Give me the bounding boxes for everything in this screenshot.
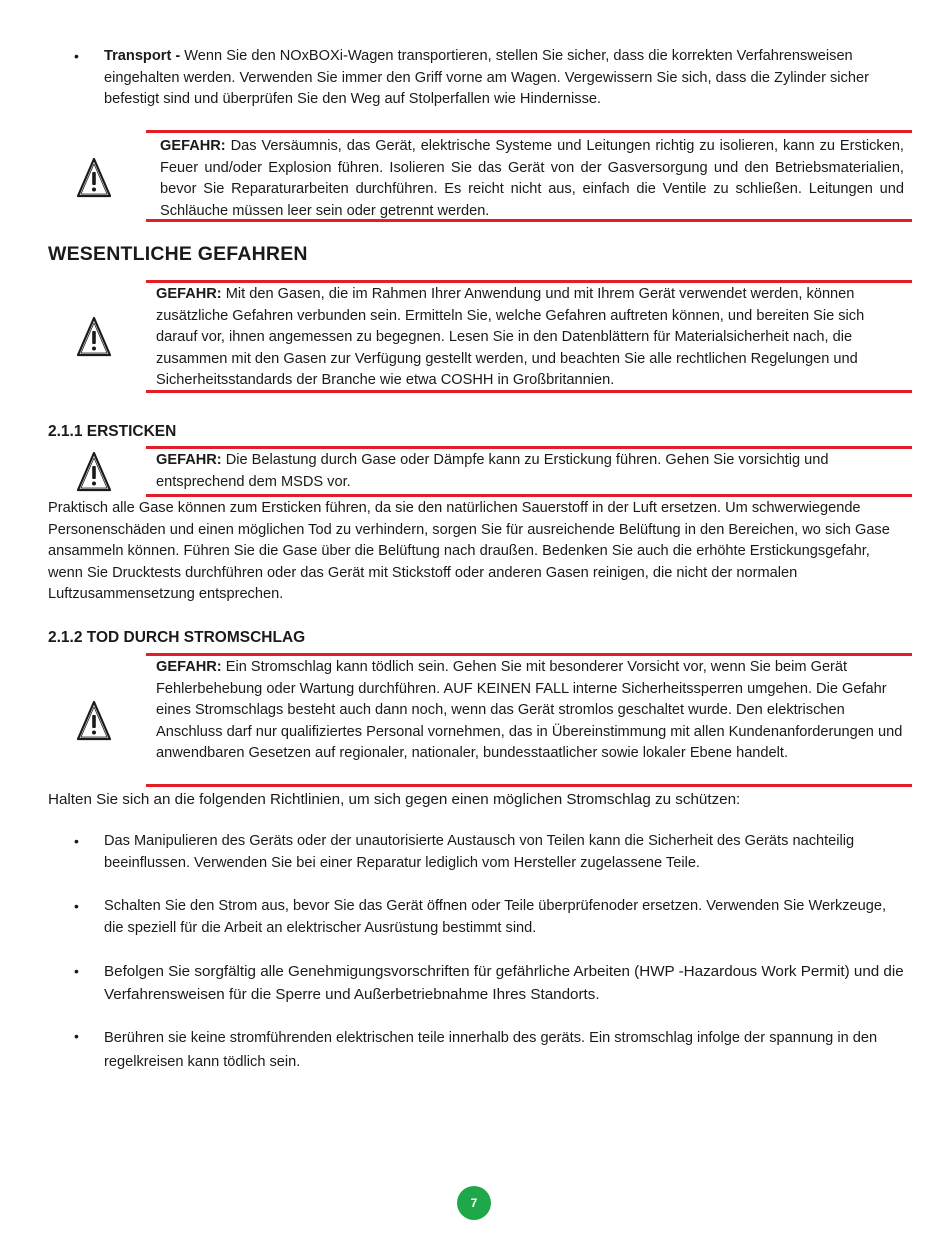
bullet-symbol: • [74, 833, 79, 849]
warning-triangle-icon [76, 450, 112, 492]
warning-box-ersticken [146, 446, 912, 498]
list-item [48, 831, 904, 875]
bullet-symbol: • [74, 898, 79, 914]
warning-label: GEFAHR: [156, 452, 222, 468]
page-number-badge: 7 [457, 1186, 491, 1220]
warning-body: Das Versäumnis, das Gerät, elektrische Systeme und Leitungen richtig zu isolieren, kann zu Ersticken, Feuer und/oder Explosion führen. Isolieren Sie das Gerät von der Gasversorgung und den Betriebsmaterialien, bevor Sie Reparaturarbeiten durchführen. Es reicht nicht aus, einfach die Ventile zu schließen. Leitungen und Schläuche müssen leer sein oder getrennt werden. [160, 138, 904, 219]
warning-triangle-icon [76, 315, 112, 357]
list-item-text: Schalten Sie den Strom aus, bevor Sie das Gerät öffnen oder Teile überprüfenoder ersetzen. Verwenden Sie Werkzeuge, die speziell für die Arbeit an elektrischer Ausrüstung bestimmt sind. [104, 898, 887, 936]
warning-text [160, 136, 904, 222]
warning-box-gases [146, 280, 912, 394]
transport-text [104, 46, 904, 111]
paragraph-strom-intro: Halten Sie sich an die folgenden Richtlinien, um sich gegen einen möglichen Stromschlag zu schützen: [48, 791, 741, 808]
warning-bottom-rule [146, 494, 912, 497]
warning-body: Mit den Gasen, die im Rahmen Ihrer Anwendung und mit Ihrem Gerät verwendet werden, können zusätzliche Gefahren verbunden sein. Ermitteln Sie, welche Gefahren auftreten können, und bereiten Sie sich darauf vor, ihnen angemessen zu begegnen. Lesen Sie in den Datenblättern für Materialsicherheit nach, die zusammen mit den Gasen zur Verfügung gestellt werden, und beachten Sie alle rechtlichen Regelungen und Sicherheitsstandards der Branche wie etwa COSHH in Großbritannien. [156, 286, 865, 388]
list-item-text: Das Manipulieren des Geräts oder der unautorisierte Austausch von Teilen kann die Sicherheit des Geräts nachteilig beeinflussen. Verwenden Sie bei einer Reparatur lediglich vom Hersteller zugelassene Teile. [104, 833, 855, 871]
list-item [48, 961, 904, 1007]
warning-triangle-icon [76, 156, 112, 198]
transport-body: Wenn Sie den NOxBOXi-Wagen transportieren, stellen Sie sicher, dass die korrekten Verfahrensweisen eingehalten werden. Verwenden Sie immer den Griff vorne am Wagen. Vergewissern Sie sich, dass die Zylinder sicher befestigt sind und überprüfen Sie den Weg auf Stolperfallen wie Hindernisse. [104, 48, 869, 107]
warning-triangle-icon [76, 699, 112, 741]
warning-text [156, 284, 904, 392]
bullet-symbol: • [74, 1028, 79, 1044]
transport-bullet-item [48, 46, 904, 112]
warning-label: GEFAHR: [160, 138, 226, 154]
warning-bottom-rule [146, 219, 912, 222]
warning-text [156, 450, 904, 493]
warning-top-rule [146, 280, 912, 283]
warning-body: Ein Stromschlag kann tödlich sein. Gehen Sie mit besonderer Vorsicht vor, wenn Sie beim Gerät Fehlerbehebung oder Wartung durchführen. AUF KEINEN FALL interne Sicherheitssperren umgehen. Die Gefahr eines Stromschlags besteht auch dann noch, wenn das Gerät stromlos geschaltet wurde. Den elektrischen Anschluss darf nur qualifiziertes Personal vornehmen, das in Übereinstimmung mit allen Kundenanforderungen und anwendbaren Gesetzen auf regionaler, nationaler, bundesstaatlicher sowie lokaler Ebene handelt. [156, 659, 903, 761]
transport-label: Transport - [104, 48, 181, 64]
list-item-text: Berühren sie keine stromführenden elektrischen teile innerhalb des geräts. Ein stromschlag infolge der spannung in den regelkreisen kann tödlich sein. [104, 1030, 878, 1070]
warning-text [156, 657, 904, 765]
warning-top-rule [146, 130, 912, 133]
warning-label: GEFAHR: [156, 659, 222, 675]
bullet-symbol: • [74, 48, 79, 64]
warning-top-rule [146, 653, 912, 656]
warning-label: GEFAHR: [156, 286, 222, 302]
list-item-text: Befolgen Sie sorgfältig alle Genehmigungsvorschriften für gefährliche Arbeiten (HWP -Hazardous Work Permit) und die Verfahrensweisen für die Sperre und Außerbetriebnahme Ihres Standorts. [104, 963, 904, 1003]
bullet-symbol: • [74, 963, 79, 979]
warning-bottom-rule [146, 390, 912, 393]
warning-body: Die Belastung durch Gase oder Dämpfe kann zu Erstickung führen. Gehen Sie vorsichtig und entsprechend dem MSDS vor. [156, 452, 829, 490]
section-heading-wesentliche-gefahren: WESENTLICHE GEFAHREN [48, 243, 308, 265]
warning-box-isolation [146, 130, 912, 222]
warning-bottom-rule [146, 784, 912, 787]
paragraph-ersticken: Praktisch alle Gase können zum Ersticken führen, da sie den natürlichen Sauerstoff in der Luft ersetzen. Um schwerwiegende Personenschäden und einen möglichen Tod zu verhindern, sorgen Sie für ausreichende Belüftung in den Bereichen, wo sich Gase ansammeln können. Führen Sie die Gase über die Belüftung nach draußen. Bedenken Sie auch die erhöhte Erstickungsgefahr, wenn Sie Drucktests durchführen oder das Gerät mit Stickstoff oder anderen Gasen reinigen, die nicht der normalen Luftzusammensetzung entsprechen. [48, 500, 890, 602]
list-item [48, 1026, 904, 1074]
warning-top-rule [146, 446, 912, 449]
list-item [48, 896, 904, 940]
subsection-heading-stromschlag: 2.1.2 TOD DURCH STROMSCHLAG [48, 629, 306, 646]
subsection-heading-ersticken: 2.1.1 ERSTICKEN [48, 423, 177, 440]
document-page [48, 0, 904, 1237]
warning-box-stromschlag [146, 653, 912, 789]
